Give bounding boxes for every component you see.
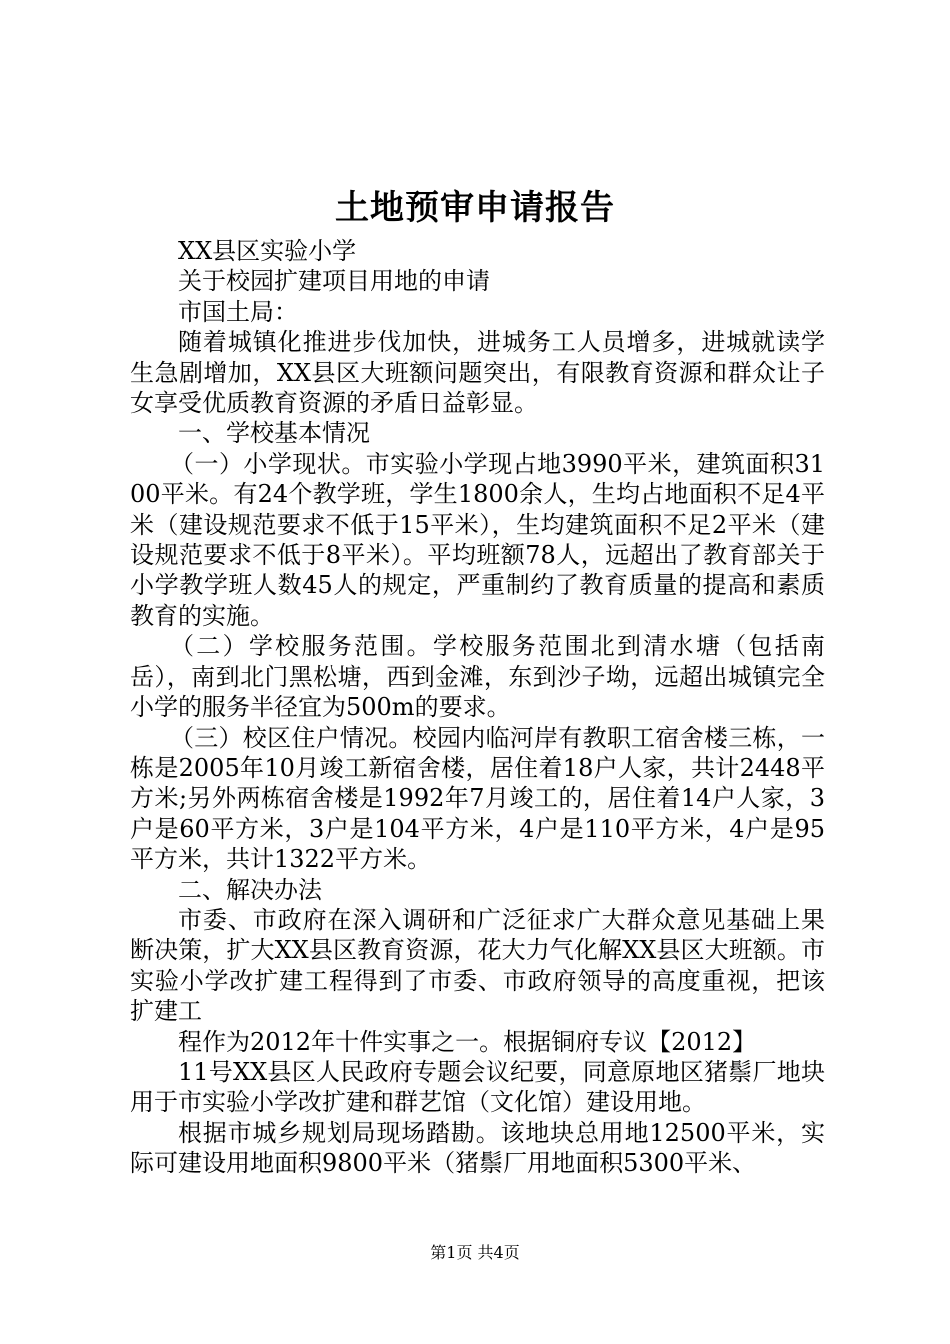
paragraph-decision: 市委、市政府在深入调研和广泛征求广大群众意见基础上果断决策，扩大XX县区教育资源，花大力气化解XX县区大班额。市实验小学改扩建工程得到了市委、市政府领导的高度重视，把该扩建工 <box>130 905 825 1026</box>
paragraph-meeting-minutes: 11号XX县区人民政府专题会议纪要，同意原地区猪鬃厂地块用于市实验小学改扩建和群艺馆（文化馆）建设用地。 <box>130 1057 825 1117</box>
paragraph-intro: 随着城镇化推进步伐加快，进城务工人员增多，进城就读学生急剧增加，XX县区大班额问题突出，有限教育资源和群众让子女享受优质教育资源的矛盾日益彰显。 <box>130 328 825 418</box>
paragraph-project: 程作为2012年十件实事之一。根据铜府专议【2012】 <box>178 1027 757 1056</box>
paragraph-addressee: 市国土局： <box>178 297 298 326</box>
document-body <box>130 236 825 1179</box>
paragraph-subject: 关于校园扩建项目用地的申请 <box>178 267 490 296</box>
paragraph-residents: （三）校区住户情况。校园内临河岸有教职工宿舍楼三栋，一栋是2005年10月竣工新宿舍楼，居住着18户人家，共计2448平方米;另外两栋宿舍楼是1992年7月竣工的，居住着14户人家，3户是60平方米，3户是104平方米，4户是110平方米，4户是95平方米，共计1322平方米。 <box>130 723 825 874</box>
section-heading-basic-info: 一、学校基本情况 <box>178 419 370 448</box>
paragraph-survey: 根据市城乡规划局现场踏勘。该地块总用地12500平米，实际可建设用地面积9800平米（猪鬃厂用地面积5300平米、 <box>130 1118 825 1178</box>
paragraph-school-name: XX县区实验小学 <box>178 237 357 265</box>
paragraph-service-area: （二）学校服务范围。学校服务范围北到清水塘（包括南岳），南到北门黑松塘，西到金滩，东到沙子坳，远超出城镇完全小学的服务半径宜为500m的要求。 <box>130 632 825 722</box>
document-title: 土地预审申请报告 <box>335 188 615 228</box>
section-heading-solution: 二、解决办法 <box>178 875 322 904</box>
paragraph-current-status: （一）小学现状。市实验小学现占地3990平米，建筑面积3100平米。有24个教学班，学生1800余人，生均占地面积不足4平米（建设规范要求不低于15平米），生均建筑面积不足2平米（建设规范要求不低于8平米）。平均班额78人，远超出了教育部关于小学教学班人数45人的规定，严重制约了教育质量的提高和素质教育的实施。 <box>130 449 825 630</box>
page-indicator: 第1页 共4页 <box>430 1243 520 1262</box>
